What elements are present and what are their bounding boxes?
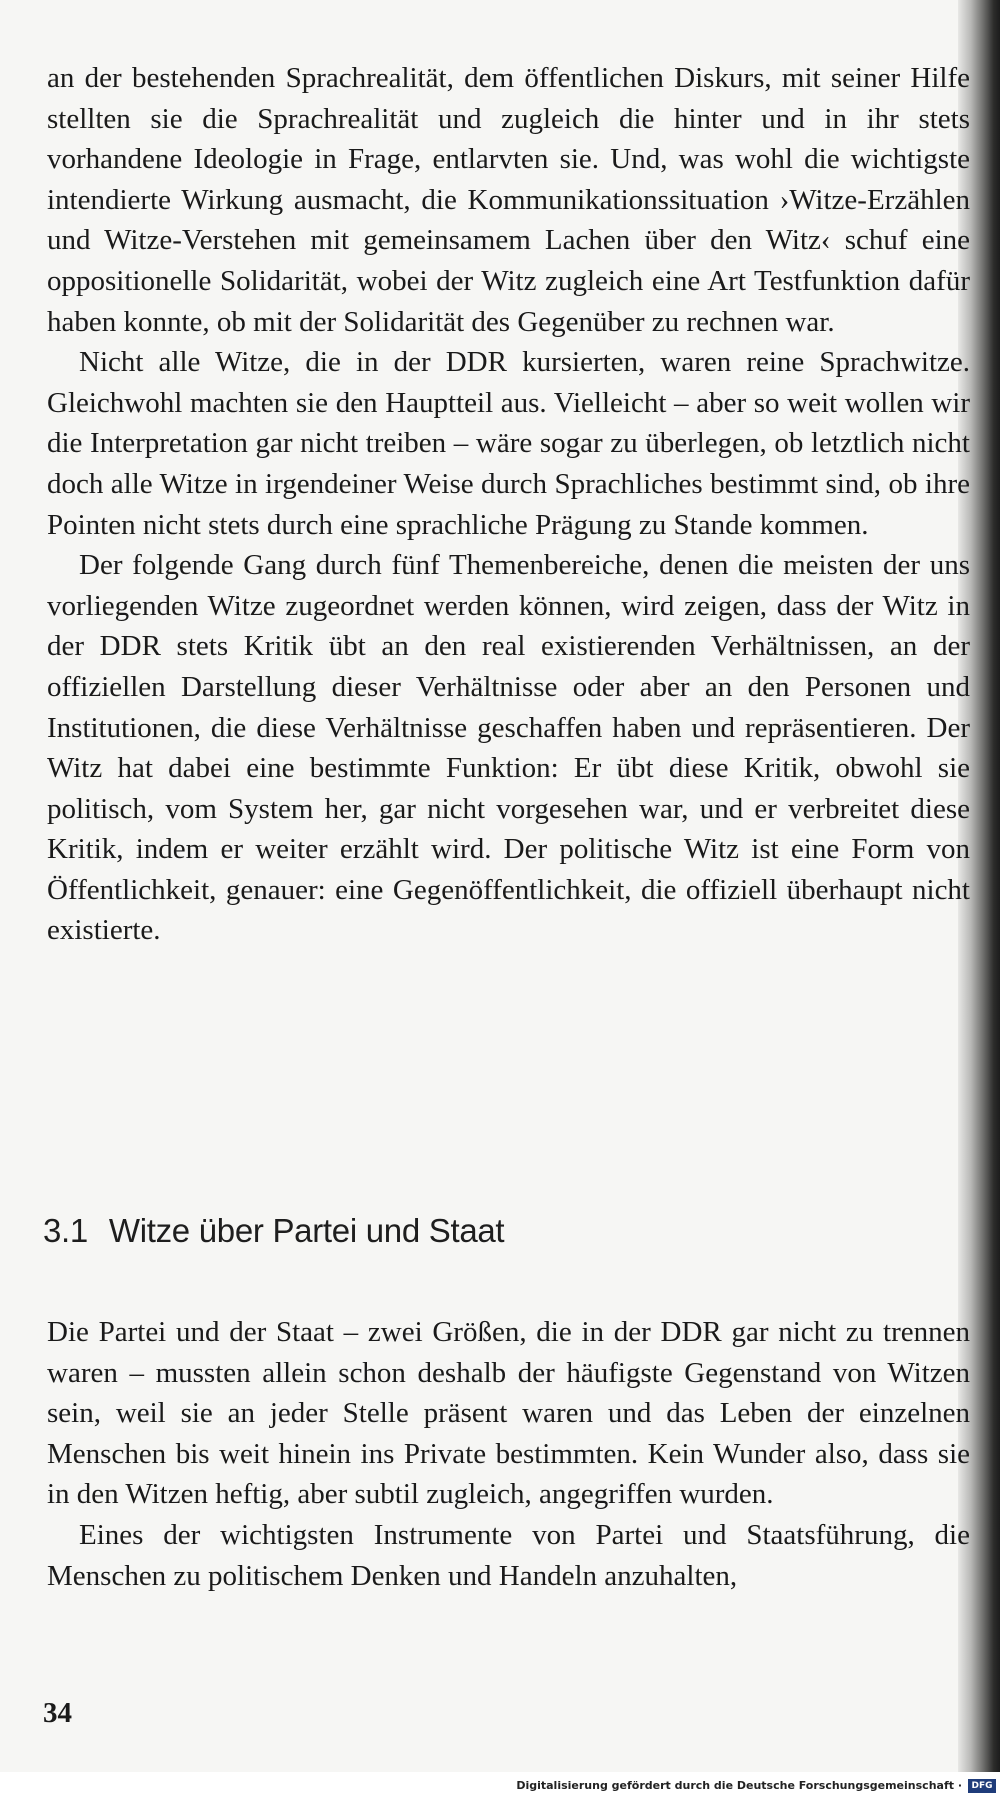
- dfg-logo-icon: DFG: [968, 1779, 996, 1793]
- digitization-footer: [0, 1774, 1000, 1798]
- body-text-top: [47, 58, 970, 951]
- paragraph-5: Eines der wichtigsten Instrumente von Partei und Staatsführung, die Menschen zu politischem Denken und Handeln anzuhalten,: [47, 1518, 970, 1592]
- paragraph-1: an der bestehenden Sprachrealität, dem öffentlichen Diskurs, mit seiner Hilfe stellten sie die Sprachrealität und zugleich die hinter und in ihr stets vorhandene Ideologie in Frage, entlarvten sie. Und, was wohl die wichtigste intendierte Wirkung ausmacht, die Kommunikationssituation ›Witze-Erzählen und Witze-Verstehen mit gemeinsamem Lachen über den Witz‹ schuf eine oppositionelle Solidarität, wobei der Witz zugleich eine Art Testfunktion dafür haben konnte, ob mit der Solidarität des Gegenüber zu rechnen war.: [47, 62, 970, 338]
- section-heading: [43, 1212, 943, 1250]
- section-title: Witze über Partei und Staat: [108, 1212, 505, 1249]
- paragraph-4: Die Partei und der Staat – zwei Größen, die in der DDR gar nicht zu trennen waren – mussten allein schon deshalb der häufigste Gegenstand von Witzen sein, weil sie an jeder Stelle präsent waren und das Leben der einzelnen Menschen bis weit hinein ins Private bestimmten. Kein Wunder also, dass sie in den Witzen heftig, aber subtil zugleich, angegriffen wurden.: [47, 1316, 970, 1511]
- footer-credit: Digitalisierung gefördert durch die Deutsche Forschungsgemeinschaft ·: [516, 1779, 962, 1792]
- paragraph-3: Der folgende Gang durch fünf Themenbereiche, denen die meisten der uns vorliegenden Witze zugeordnet werden können, wird zeigen, dass der Witz in der DDR stets Kritik übt an den real existierenden Verhältnissen, an der offiziellen Darstellung dieser Verhältnisse oder aber an den Personen und Institutionen, die diese Verhältnisse geschaffen haben und repräsentieren. Der Witz hat dabei eine bestimmte Funktion: Er übt diese Kritik, obwohl sie politisch, vom System her, gar nicht vorgesehen war, und er verbreitet diese Kritik, indem er weiter erzählt wird. Der politische Witz ist eine Form von Öffentlichkeit, genauer: eine Gegenöffentlichkeit, die offiziell überhaupt nicht existierte.: [47, 549, 970, 947]
- body-text-bottom: [47, 1312, 970, 1596]
- paragraph-2: Nicht alle Witze, die in der DDR kursierten, waren reine Sprachwitze. Gleichwohl machten sie den Hauptteil aus. Vielleicht – aber so weit wollen wir die Interpretation gar nicht treiben – wäre sogar zu überlegen, ob letztlich nicht doch alle Witze in irgendeiner Weise durch Sprachliches bestimmt sind, ob ihre Pointen nicht stets durch eine sprachliche Prägung zu Stande kommen.: [47, 346, 970, 541]
- section-number: 3.1: [43, 1212, 88, 1249]
- page-number: 34: [43, 1697, 72, 1729]
